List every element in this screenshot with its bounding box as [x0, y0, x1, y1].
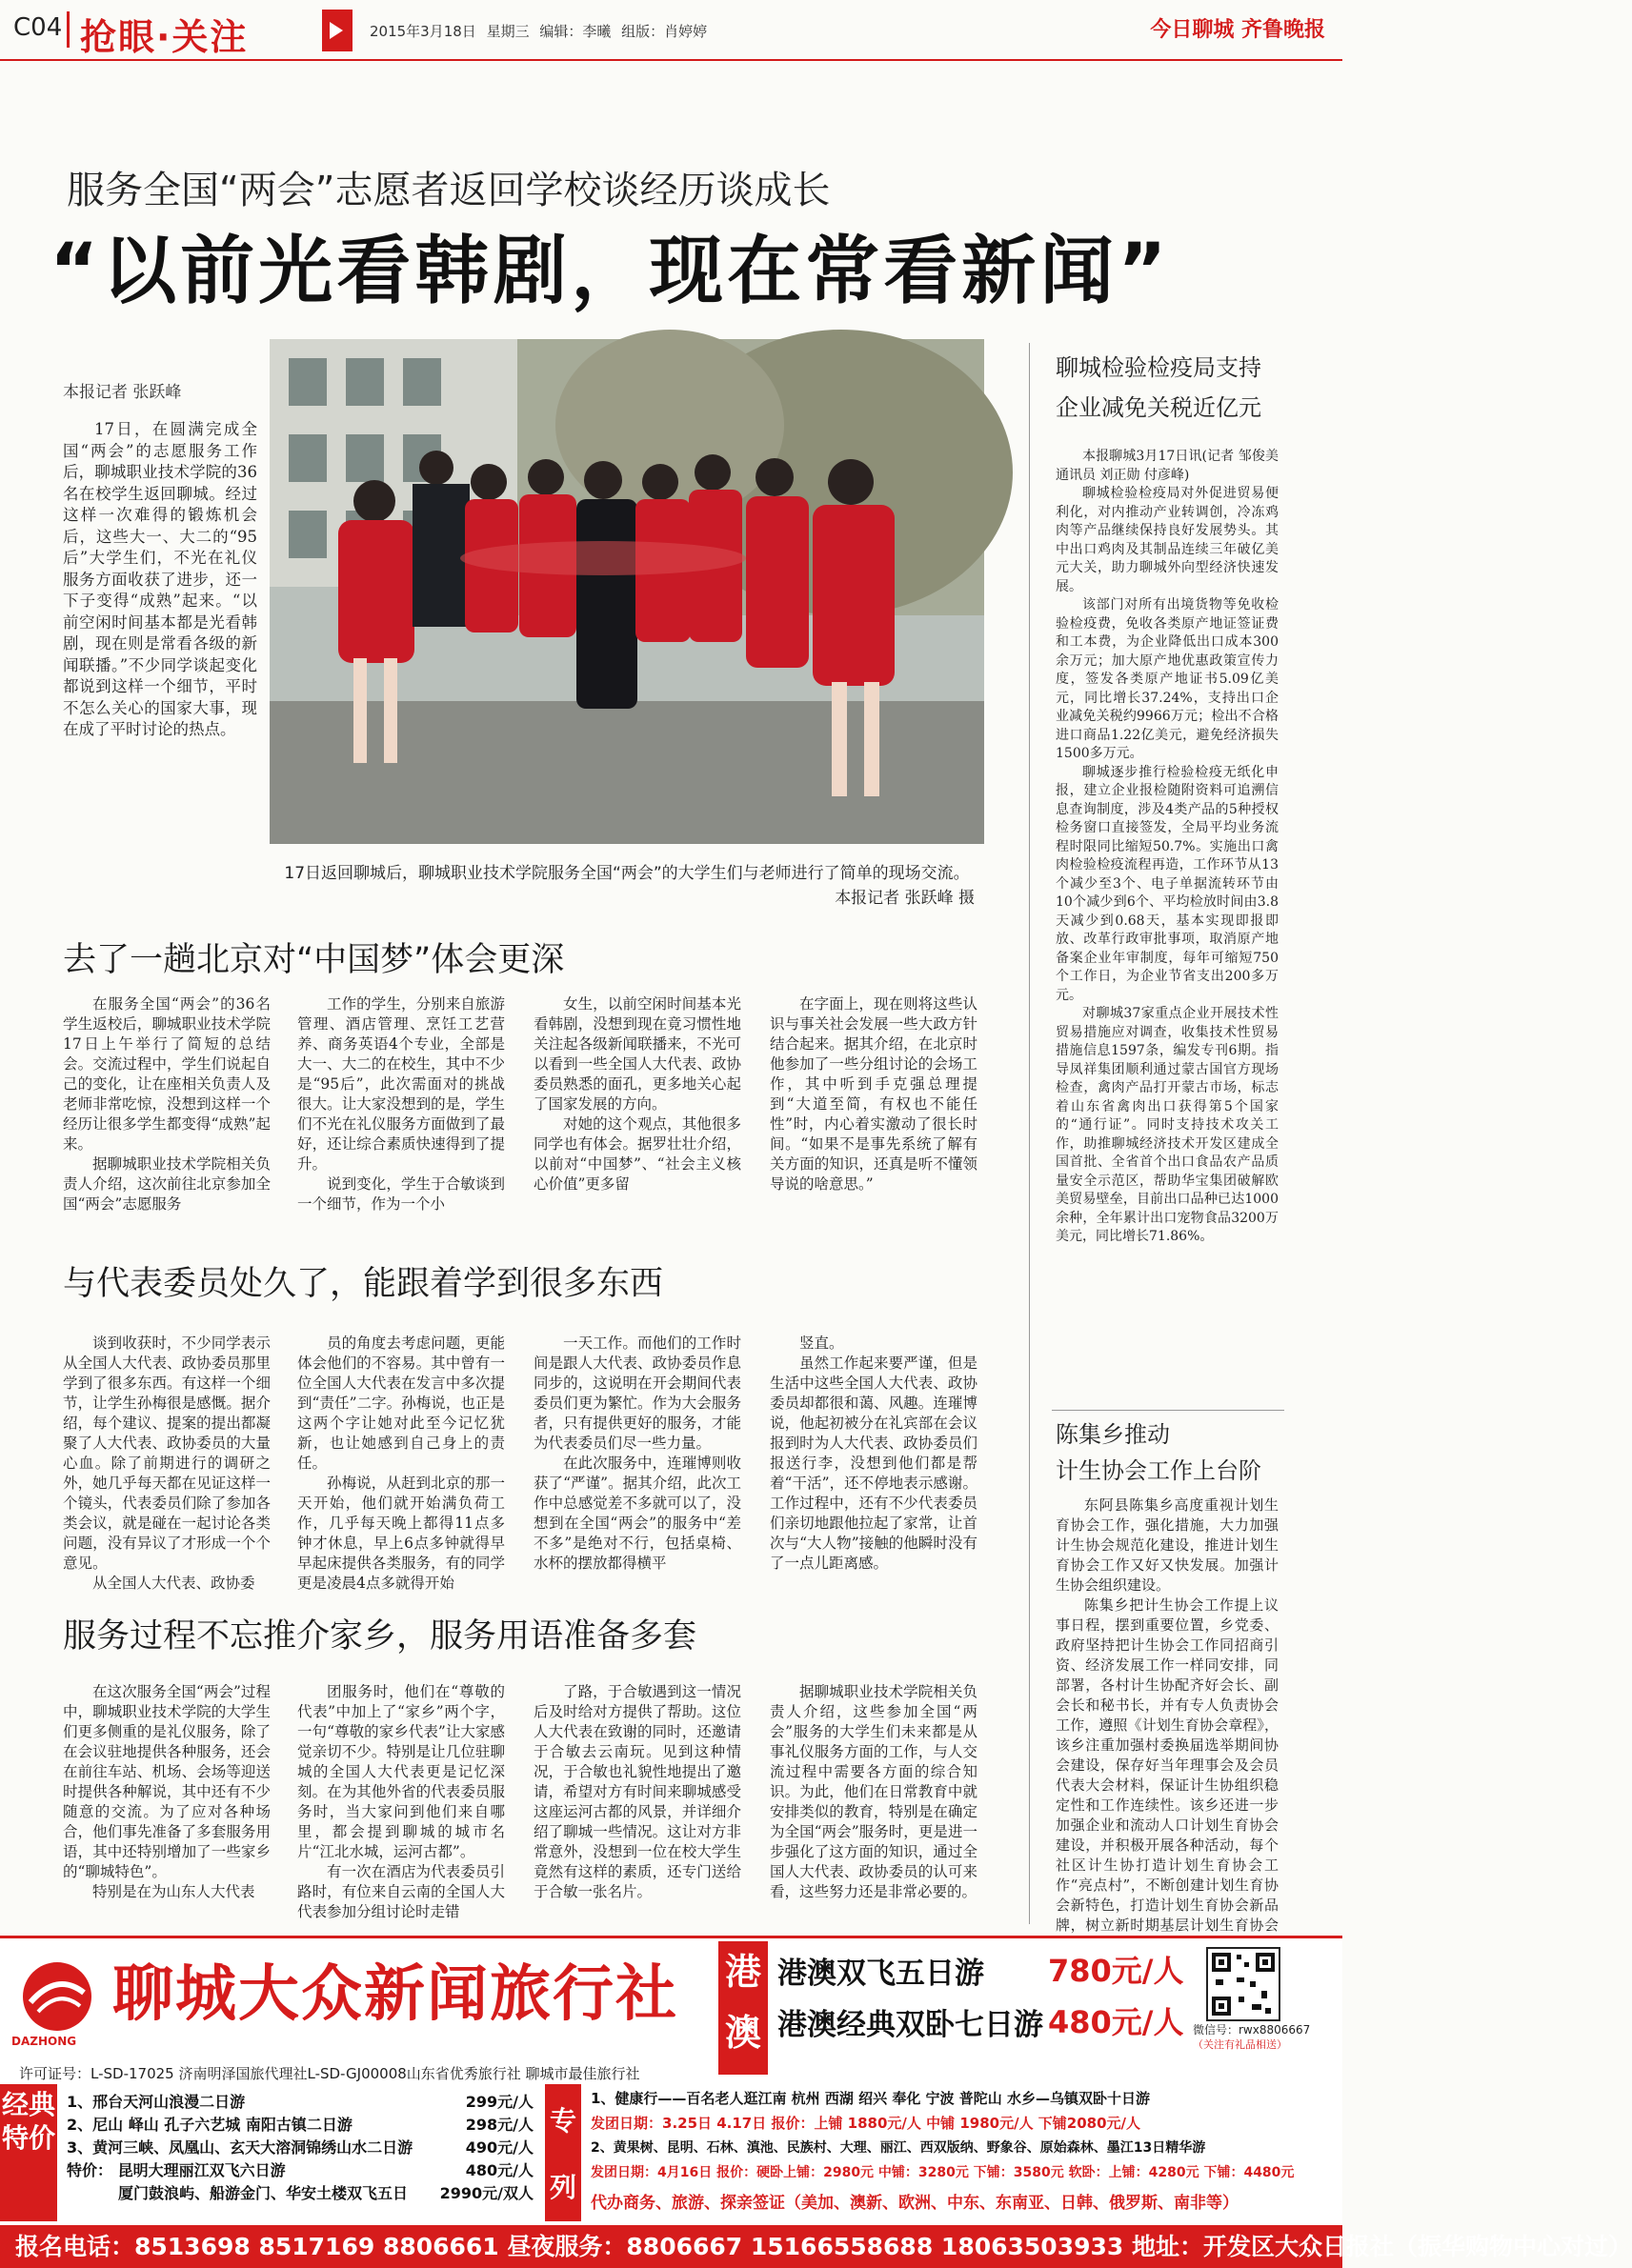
hk-price-2: 480元/人	[1048, 2004, 1184, 2040]
dateline: 2015年3月18日 星期三 编辑：李曦 组版：肖婷婷	[370, 23, 708, 40]
ad-license: 许可证号：L-SD-17025 济南明泽国旅代理社L-SD-GJ00008山东省优秀旅行社 聊城市最佳旅行社	[19, 2065, 640, 2082]
s2-col-3-text	[534, 1334, 741, 1574]
lead-paragraph	[63, 419, 257, 741]
side2-title-1: 陈集乡推动	[1056, 1421, 1170, 1448]
wechat-note: （关注有礼品相送）	[1193, 2038, 1287, 2051]
special-line-4: 发团日期：4月16日 报价：硬卧上铺：2980元 中铺：3280元 下铺：3580元 软卧：上铺：4280元 下铺：4480元	[591, 2165, 1295, 2180]
s1-col-4	[770, 994, 977, 1194]
section-title: 抢眼·关注	[80, 16, 249, 58]
route-4: 特价： 昆明大理丽江双飞六日游	[67, 2161, 286, 2179]
s3-col-3	[534, 1682, 741, 1902]
header-rule	[0, 59, 1342, 61]
s3-col-3-text: 了路，于合敏遇到这一情况后及时给对方提供了帮助。这位人大代表在致谢的同时，还邀请于合敏去云南玩。见到这种情况，于合敏也礼貌性地提出了邀请，希望对方有时间来聊城感受这座运河古都的风景，并详细介绍了聊城一些情况。这让对方非常意外，没想到一位在校大学生竟然有这样的素质，还专门送给于合敏一张名片。	[534, 1683, 741, 1900]
side1-p2: 该部门对所有出境货物等免收检验检疫费，免收各类原产地证签证费和工本费，为企业降低出口成本300余万元；加大原产地优惠政策宣传力度，签发各类原产地证书5.09亿美元，同比增长37.24%，支持出口企业减免关税约9966万元；检出不合格进口商品1.22亿美元，避免经济损失1500多万元。	[1056, 597, 1279, 761]
subhead-3: 服务过程不忘推介家乡，服务用语准备多套	[63, 1617, 697, 1656]
paragraph-segment: 虽然工作起来要严谨，但是生活中这些全国人大代表、政协委员却都很和蔼、风趣。连璀博说，他起初被分在礼宾部在会议报到时为人大代表、政协委员们报送行李，没想到他们都是帮着“干活”，还不停地表示感谢。工作过程中，还有不少代表委员们亲切地跟他拉起了家常，让首次与“大人物”接触的他瞬时没有了一点儿距离感。	[770, 1355, 977, 1572]
lead-text: 17日，在圆满完成全国“两会”的志愿服务工作后，聊城职业技术学院的36名在校学生返回聊城。经过这样一次难得的锻炼机会后，这些大一、大二的“95后”大学生们，不光在礼仪服务方面收获了进步，还一下子变得“成熟”起来。“以前空闲时间基本都是光看韩剧，现在则是常看各级的新闻联播。”不少同学谈起变化都说到这样一个细节，平时不怎么关心的国家大事，现在成了平时讨论的热点。	[63, 420, 257, 738]
route-4-price: 480元/人	[465, 2161, 534, 2179]
side1-title-1: 聊城检验检疫局支持	[1056, 354, 1261, 381]
paragraph-segment: 对她的这个观点，其他很多同学也有体会。据罗壮壮介绍，以前对“中国梦”、“社会主义核心价值”更多留	[534, 1115, 741, 1193]
paragraph-segment: 特别是在为山东人大代表	[92, 1883, 255, 1900]
paragraph-segment: 据聊城职业技术学院相关负责人介绍，这次前往北京参加全国“两会”志愿服务	[63, 1155, 271, 1213]
s2-col-3	[534, 1334, 741, 1574]
paragraph-segment: 有一次在酒店为代表委员引路时，有位来自云南的全国人大代表参加分组讨论时走错	[297, 1863, 505, 1920]
photo-credit: 本报记者 张跃峰 摄	[835, 889, 975, 908]
news-photo	[270, 339, 984, 844]
newspaper-brand: 今日聊城 齐鲁晚报	[1150, 18, 1325, 42]
side1-p1: 聊城检验检疫局对外促进贸易便利化，对内推动产业转调创，冷冻鸡肉等产品继续保持良好发展势头。其中出口鸡肉及其制品连续三年破亿美元大关，助力聊城外向型经济快速发展。	[1056, 486, 1279, 594]
subhead-1: 去了一趟北京对“中国梦”体会更深	[63, 941, 565, 979]
gang-ao-label: 港澳	[718, 1941, 768, 2075]
s3-col-1	[63, 1682, 271, 1902]
qr-code[interactable]	[1206, 1947, 1280, 2021]
ad-top-rule	[0, 1936, 1342, 1938]
ad-contact-text: 报名电话：8513698 8517169 8806661 昼夜服务：8806667 15166558688 18063503933 地址：开发区大众日报社（振华购物中心对过）	[15, 2233, 1632, 2260]
s1-col-1-text	[63, 994, 271, 1214]
travel-logo	[10, 1955, 105, 2050]
s1-col-3-text	[534, 994, 741, 1194]
paragraph-segment: 工作的学生，分别来自旅游管理、酒店管理、烹饪工艺营养、商务英语4个专业，全部是大一、大二的在校生，其中不少是“95后”，此次需面对的挑战很大。让大家没想到的是，学生们不光在礼仪服务方面做到了最好，还让综合素质快速得到了提升。	[297, 995, 505, 1173]
side1-body	[1056, 448, 1279, 1247]
side1-p3: 聊城逐步推行检验检疫无纸化申报，建立企业报检随附资料可追溯信息查询制度，涉及4类产品的5种授权检务窗口直接签发，全局平均业务流程时限同比缩短50.7%。实施出口禽肉检验检疫流程再造，工作环节从13个减少至3个、电子单据流转环节由10个减少到6个、平均检放时间由3.8天减少到0.68天，基本实现即报即放、改革行政审批事项，取消原产地备案企业年审制度，每年可缩短750个工作日，为企业节省支出200多万元。	[1056, 764, 1279, 1003]
paragraph-segment: 员的角度去考虑问题，更能体会他们的不容易。其中曾有一位全国人大代表在发言中多次提到“责任”二字。孙梅说，也正是这两个字让她对此至今记忆犹新，也让她感到自己身上的责任。	[297, 1335, 505, 1472]
article-byline: 本报记者 张跃峰	[63, 383, 182, 402]
paragraph-segment: 女生，以前空闲时间基本光看韩剧，没想到现在竟习惯性地关注起各级新闻联播来，不光可以看到一些全国人大代表、政协委员熟悉的面孔，更多地关心起了国家发展的方向。	[534, 995, 741, 1113]
article-kicker: 服务全国“两会”志愿者返回学校谈经历谈成长	[67, 169, 831, 212]
route-1-price: 299元/人	[465, 2093, 534, 2111]
classic-label: 经典特价	[0, 2084, 57, 2221]
s1-col-2	[297, 994, 505, 1214]
paragraph-segment: 从全国人大代表、政协委	[92, 1575, 255, 1592]
ad-contact-bar	[0, 2225, 1632, 2268]
side1-byline: 本报聊城3月17日讯(记者 邹俊美 通讯员 刘正勋 付彦峰)	[1056, 449, 1279, 483]
article-headline: “以前光看韩剧，现在常看新闻”	[50, 229, 1171, 314]
wechat-id: 微信号：rwx8806667	[1193, 2023, 1311, 2037]
special-line-3: 2、黄果树、昆明、石林、滇池、民族村、大理、丽江、西双版纳、野象谷、原始森林、墨江13日精华游	[591, 2140, 1206, 2156]
side2-body	[1056, 1495, 1279, 1976]
s2-col-1-text	[63, 1334, 271, 1594]
arrow-icon	[322, 10, 353, 51]
s3-col-4-text: 据聊城职业技术学院相关负责人介绍，这些参加全国“两会”服务的大学生们未来都是从事礼仪服务方面的工作，与人交流过程中需要各方面的综合知识。为此，他们在日常教育中就安排类似的教育，特别是在确定为全国“两会”服务时，更是进一步强化了这方面的知识，通过全国人大代表、政协委员的认可来看，这些努力还是非常必要的。	[770, 1683, 977, 1900]
special-label: 专列	[545, 2084, 581, 2221]
ad-title: 聊城大众新闻旅行社	[112, 1959, 678, 2030]
route-3-price: 490元/人	[465, 2138, 534, 2157]
special-line-5: 代办商务、旅游、探亲签证（美加、澳新、欧洲、中东、东南亚、日韩、俄罗斯、南非等）	[591, 2194, 1239, 2213]
paragraph-segment: 竖直。	[799, 1335, 844, 1352]
paragraph-segment: 说到变化，学生于合敏谈到一个细节，作为一个小	[297, 1175, 505, 1213]
s2-col-4	[770, 1334, 977, 1574]
s2-col-4-text	[770, 1334, 977, 1574]
s2-col-2-text	[297, 1334, 505, 1594]
paragraph-segment: 团服务时，他们在“尊敬的代表”中加上了“家乡”两个字，一句“尊敬的家乡代表”让大家感觉亲切不少。特别是让几位驻聊城的全国人大代表更是记忆深刻。在为其他外省的代表委员服务时，当大家问到他们来自哪里，都会提到聊城的城市名片“江北水城，运河古都”。	[297, 1683, 505, 1860]
side2-p1: 东阿县陈集乡高度重视计划生育协会工作，强化措施，大力加强计生协会规范化建设，推进计划生育协会工作又好又快发展。加强计生协会组织建设。	[1056, 1496, 1279, 1594]
page-number: C04	[13, 13, 63, 42]
s2-col-2	[297, 1334, 505, 1594]
side1-p4: 对聊城37家重点企业开展技术性贸易措施应对调查，收集技术性贸易措施信息1597条，编发专刊6期。指导凤祥集团顺利通过蒙古国官方现场检查，禽肉产品打开蒙古市场，标志着山东省禽肉出口获得第5个国家的“通行证”。同时支持技术攻关工作，助推聊城经济技术开发区建成全国首批、全省首个出口食品农产品质量安全示范区，帮助华宝集团破解欧美贸易壁垒，目前出口品种已达1000余种，全年累计出口宠物食品3200万美元，同比增长71.86%。	[1056, 1006, 1279, 1244]
paragraph-segment: 在这次服务全国“两会”过程中，聊城职业技术学院的大学生们更多侧重的是礼仪服务，除了在会议驻地提供各种服务，还会在前往车站、机场、会场等迎送时提供各种解说，其中还有不少随意的交流。为了应对各种场合，他们事先准备了多套服务用语，其中还特别增加了一些家乡的“聊城特色”。	[63, 1683, 271, 1880]
column-divider	[1029, 343, 1030, 1924]
side-divider	[1052, 1410, 1284, 1411]
s3-col-2-text	[297, 1682, 505, 1922]
page-header	[0, 0, 1342, 59]
route-2-price: 298元/人	[465, 2116, 534, 2134]
s3-col-2	[297, 1682, 505, 1922]
special-line-1: 1、健康行——百名老人逛江南 杭州 西湖 绍兴 奉化 宁波 普陀山 水乡—乌镇双卧十日游	[591, 2090, 1150, 2107]
photo-caption: 17日返回聊城后，聊城职业技术学院服务全国“两会”的大学生们与老师进行了简单的现场交流。	[284, 864, 970, 883]
side2-title-2: 计生协会工作上台阶	[1056, 1457, 1261, 1484]
paragraph-segment: 谈到收获时，不少同学表示从全国人大代表、政协委员那里学到了很多东西。有这样一个细节，让学生孙梅很是感慨。据介绍，每个建议、提案的提出都凝聚了人大代表、政协委员的大量心血。除了前期进行的调研之外，她几乎每天都在见证这样一个镜头，代表委员们除了参加各类会议，就是碰在一起讨论各类问题，没有异议了才形成一个个意见。	[63, 1335, 271, 1572]
s3-col-4	[770, 1682, 977, 1902]
paragraph-segment: 在此次服务中，连璀博则收获了“严谨”。据其介绍，此次工作中总感觉差不多就可以了，没想到在全国“两会”的服务中“差不多”是绝对不行，包括桌椅、水杯的摆放都得横平	[534, 1455, 741, 1572]
hk-price-1: 780元/人	[1048, 1953, 1184, 1989]
route-5: 厦门鼓浪屿、船游金门、华安土楼双飞五日	[118, 2184, 409, 2202]
s1-col-2-text	[297, 994, 505, 1214]
s3-col-1-text	[63, 1682, 271, 1902]
s1-col-4-text: 在字面上，现在则将这些认识与事关社会发展一些大政方针结合起来。据其介绍，在北京时他参加了一些分组讨论的会场工作，其中听到手克强总理提到“大道至简，有权也不能任性”时，内心着实激动了很长时间。“如果不是事先系统了解有关方面的知识，还真是听不懂领导说的啥意思。”	[770, 995, 977, 1193]
route-2: 2、尼山 峄山 孔子六艺城 南阳古镇二日游	[67, 2116, 353, 2134]
side1-title-2: 企业减免关税近亿元	[1056, 394, 1261, 421]
route-1: 1、邢台天河山浪漫二日游	[67, 2093, 246, 2111]
special-line-2: 发团日期：3.25日 4.17日 报价：上铺 1880元/人 中铺 1980元/人 下铺2080元/人	[591, 2115, 1141, 2132]
s1-col-3	[534, 994, 741, 1194]
header-divider	[67, 11, 70, 48]
s1-col-1	[63, 994, 271, 1214]
paragraph-segment: 在服务全国“两会”的36名学生返校后，聊城职业技术学院17日上午举行了简短的总结会。交流过程中，学生们说起自己的变化，让在座相关负责人及老师非常吃惊，没想到这样一个经历让很多学生都变得“成熟”起来。	[63, 995, 271, 1153]
s2-col-1	[63, 1334, 271, 1594]
paragraph-segment: 孙梅说，从赶到北京的那一天开始，他们就开始满负荷工作，几乎每天晚上都得11点多钟才休息，早上6点多钟就得早早起床提供各类服务，有的同学更是凌晨4点多就得开始	[297, 1475, 505, 1592]
subhead-2: 与代表委员处久了，能跟着学到很多东西	[63, 1265, 664, 1303]
paragraph-segment: 一天工作。而他们的工作时间是跟人大代表、政协委员作息同步的，这说明在开会期间代表委员们更为繁忙。作为大会服务者，只有提供更好的服务，才能为代表委员们尽一些力量。	[534, 1335, 741, 1452]
route-3: 3、黄河三峡、凤凰山、玄天大溶洞锦绣山水二日游	[67, 2138, 413, 2157]
hk-tour-2: 港澳经典双卧七日游	[777, 2008, 1043, 2042]
hk-tour-1: 港澳双飞五日游	[777, 1957, 984, 1991]
side2-p2: 陈集乡把计生协会工作提上议事日程，摆到重要位置，乡党委、政府坚持把计生协会工作同招商引资、经济发展工作一样同安排，同部署，各村计生协配齐好会长、副会长和秘书长，并有专人负责协会工作，遵照《计划生育协会章程》，该乡注重加强村委换届选举期间协会建设，保存好当年理事会及会员代表大会材料，保证计生协组织稳定性和工作连续性。该乡还进一步加强企业和流动人口计划生育协会建设，并积极开展各种活动，每个社区计生协打造计划生育协会工作“亮点村”，不断创建计划生育协会新特色，打造计划生育协会新品牌，树立新时期基层计划生育协会	[1056, 1596, 1279, 1934]
photo-illustration	[270, 339, 984, 844]
logo-text: DAZHONG	[11, 2035, 77, 2048]
route-5-price: 2990元/双人	[439, 2184, 534, 2202]
